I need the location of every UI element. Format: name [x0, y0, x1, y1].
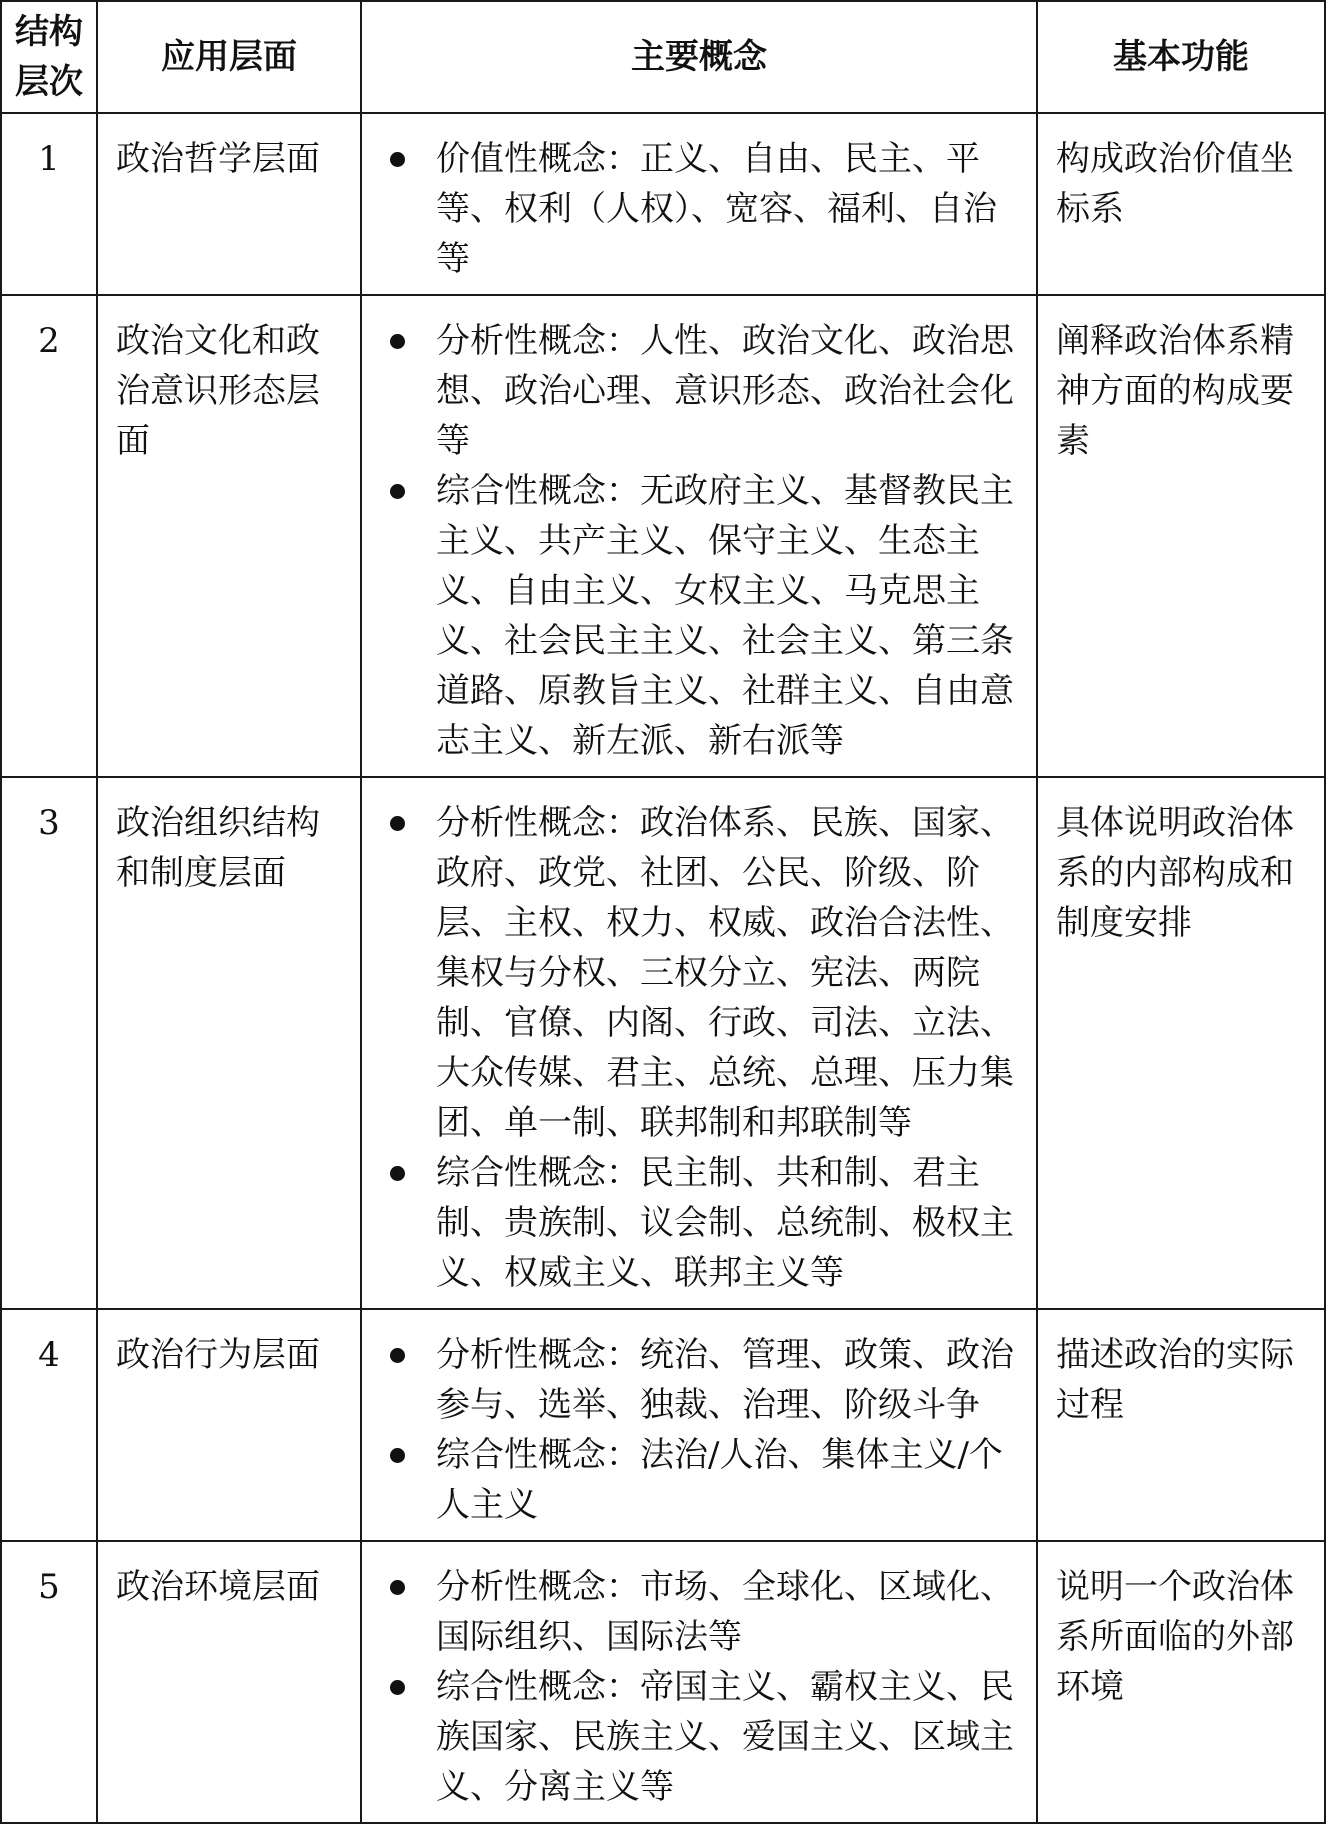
row-function: 阐释政治体系精神方面的构成要素 — [1037, 295, 1325, 777]
row-number: 2 — [1, 295, 97, 777]
concept-text: 分析性概念：人性、政治文化、政治思想、政治心理、意识形态、政治社会化等 — [436, 321, 1014, 461]
list-item — [376, 1562, 1022, 1662]
list-item — [376, 1430, 1022, 1530]
bullet-icon — [390, 1680, 405, 1695]
header-structure-level: 结构层次 — [1, 1, 97, 113]
list-item — [376, 1148, 1022, 1298]
concept-list — [376, 798, 1022, 1298]
concept-list — [376, 1330, 1022, 1530]
row-function: 说明一个政治体系所面临的外部环境 — [1037, 1541, 1325, 1823]
table-row — [1, 1541, 1325, 1823]
row-layer: 政治行为层面 — [97, 1309, 361, 1541]
row-layer: 政治环境层面 — [97, 1541, 361, 1823]
bullet-icon — [390, 152, 405, 167]
bullet-icon — [390, 1348, 405, 1363]
row-function: 构成政治价值坐标系 — [1037, 113, 1325, 295]
row-number: 1 — [1, 113, 97, 295]
bullet-icon — [390, 484, 405, 499]
concept-list — [376, 134, 1022, 284]
row-concepts — [361, 777, 1037, 1309]
header-main-concepts: 主要概念 — [361, 1, 1037, 113]
table-row — [1, 1309, 1325, 1541]
list-item — [376, 1330, 1022, 1430]
concept-text: 分析性概念：统治、管理、政策、政治参与、选举、独裁、治理、阶级斗争 — [436, 1335, 1014, 1425]
row-concepts — [361, 1541, 1037, 1823]
row-function: 具体说明政治体系的内部构成和制度安排 — [1037, 777, 1325, 1309]
row-concepts — [361, 295, 1037, 777]
row-layer: 政治哲学层面 — [97, 113, 361, 295]
bullet-icon — [390, 1448, 405, 1463]
bullet-icon — [390, 334, 405, 349]
concept-text: 综合性概念：法治/人治、集体主义/个人主义 — [436, 1435, 1003, 1525]
bullet-icon — [390, 816, 405, 831]
concept-text: 价值性概念：正义、自由、民主、平等、权利（人权）、宽容、福利、自治等 — [436, 139, 997, 279]
row-number: 5 — [1, 1541, 97, 1823]
header-row — [1, 1, 1325, 113]
bullet-icon — [390, 1580, 405, 1595]
row-concepts — [361, 1309, 1037, 1541]
list-item — [376, 1662, 1022, 1812]
list-item — [376, 466, 1022, 766]
concept-list — [376, 1562, 1022, 1812]
row-layer: 政治文化和政治意识形态层面 — [97, 295, 361, 777]
list-item — [376, 316, 1022, 466]
row-layer: 政治组织结构和制度层面 — [97, 777, 361, 1309]
concept-text: 综合性概念：帝国主义、霸权主义、民族国家、民族主义、爱国主义、区域主义、分离主义等 — [436, 1667, 1014, 1807]
header-basic-function: 基本功能 — [1037, 1, 1325, 113]
concept-list — [376, 316, 1022, 766]
row-function: 描述政治的实际过程 — [1037, 1309, 1325, 1541]
row-concepts — [361, 113, 1037, 295]
table-row — [1, 113, 1325, 295]
concept-text: 综合性概念：无政府主义、基督教民主主义、共产主义、保守主义、生态主义、自由主义、女权主义、马克思主义、社会民主主义、社会主义、第三条道路、原教旨主义、社群主义、自由意志主义、新左派、新右派等 — [436, 471, 1014, 761]
bullet-icon — [390, 1166, 405, 1181]
concept-text: 综合性概念：民主制、共和制、君主制、贵族制、议会制、总统制、极权主义、权威主义、联邦主义等 — [436, 1153, 1014, 1293]
row-number: 3 — [1, 777, 97, 1309]
list-item — [376, 798, 1022, 1148]
table-row — [1, 295, 1325, 777]
table-row — [1, 777, 1325, 1309]
header-application-layer: 应用层面 — [97, 1, 361, 113]
concept-text: 分析性概念：市场、全球化、区域化、国际组织、国际法等 — [436, 1567, 1014, 1657]
concept-text: 分析性概念：政治体系、民族、国家、政府、政党、社团、公民、阶级、阶层、主权、权力、权威、政治合法性、集权与分权、三权分立、宪法、两院制、官僚、内阁、行政、司法、立法、大众传媒、君主、总统、总理、压力集团、单一制、联邦制和邦联制等 — [436, 803, 1014, 1143]
row-number: 4 — [1, 1309, 97, 1541]
list-item — [376, 134, 1022, 284]
